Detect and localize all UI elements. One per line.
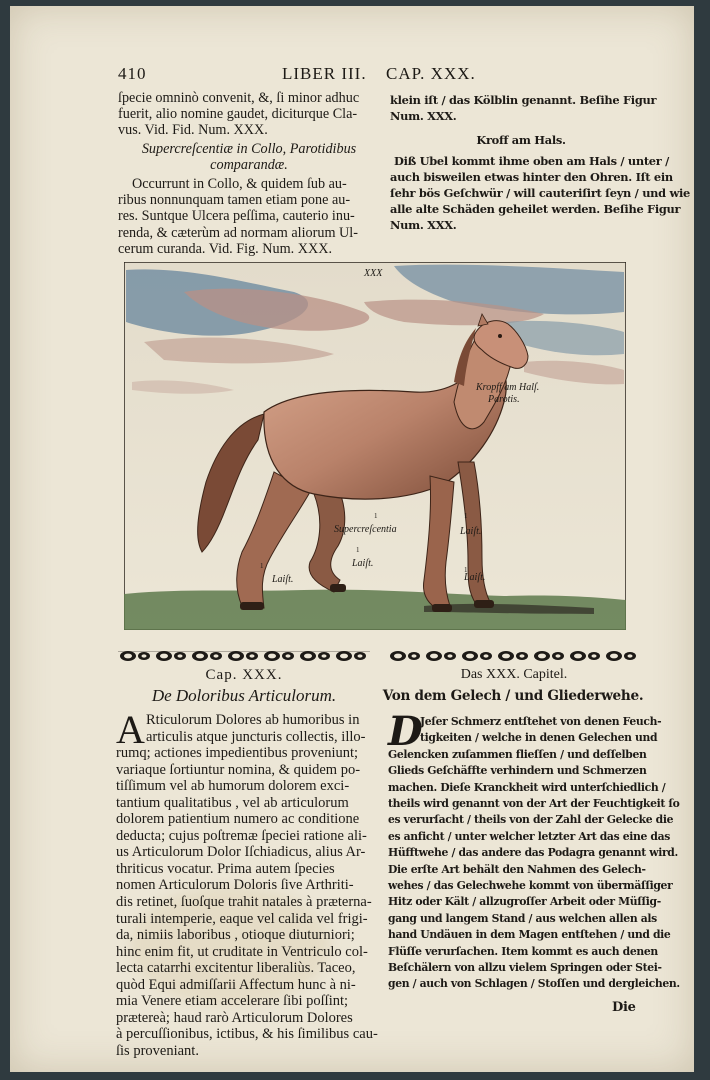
text-line: ſis proveniant. bbox=[116, 1042, 199, 1059]
left-body bbox=[116, 745, 378, 1059]
text-line: hand Undäuen in dem Magen entſtehen / und die bbox=[388, 928, 671, 942]
text-line: Flüſſe verurſachen. Item kommt es auch denen bbox=[388, 944, 658, 958]
text-line: Die erſte Art behält den Nahmen des Gelech- bbox=[388, 862, 646, 876]
text-line: tiſſimum vel ab humorum dolorem exci- bbox=[116, 778, 350, 795]
chapter-label-german: Das XXX. Capitel. bbox=[460, 667, 568, 682]
text-line: Hüfftwehe / das andere das Podagra genannt wird. bbox=[388, 846, 678, 860]
text-line: rumq; actiones impedientibus proveniunt; bbox=[116, 745, 359, 762]
label-number: 1 bbox=[356, 546, 360, 554]
text-line: gen / auch von Schlagen / Stoſſen und dergleichen. bbox=[388, 977, 680, 991]
drop-cap-d: D bbox=[388, 708, 423, 755]
label-laist: Laiſt. bbox=[352, 558, 374, 569]
text-line: Glieds Geſchäffte verhindern und Schmerzen bbox=[388, 764, 647, 778]
text-line: Beſchälern von allzu vielem Springen oder Stei- bbox=[388, 961, 662, 975]
text-line: auch bisweilen etwas hinter den Ohren. Iſt ein bbox=[390, 169, 673, 184]
text-line: quòd Equi admiſſarii Affectum hunc à ni- bbox=[116, 976, 356, 993]
text-line: Occurrunt in Collo, & quidem ſub au- bbox=[132, 176, 347, 193]
label-parotis: Parotis. bbox=[488, 394, 520, 405]
text-line: machen. Dieſe Kranckheit wird unterſchiedlich / bbox=[388, 780, 666, 794]
text-line: alle alte Schäden geheilet werden. Beſihe Figur bbox=[390, 202, 681, 217]
chapter-title-german: Von dem Gelech / und Gliederwehe. bbox=[382, 688, 644, 704]
figure-number: XXX bbox=[364, 268, 383, 279]
text-line: es anficht / unter welcher letzter Art das eine das bbox=[388, 829, 670, 843]
text-line: prætereà; haud rarò Articulorum Dolores bbox=[116, 1009, 353, 1026]
top-left-text bbox=[118, 90, 380, 257]
text-line: klein iſt / das Kölblin genannt. Beſihe Figur bbox=[390, 93, 657, 107]
text-line: articulis atque juncturis collectis, illo- bbox=[146, 728, 366, 745]
label-kropf: Kropff am Halſ. bbox=[476, 382, 540, 393]
text-line: ſehr bös Geſchwür / will cauteriſirt ſeyn / und wie bbox=[390, 186, 690, 201]
text-line: renda, & cæterùm ad normam aliorum Ul- bbox=[118, 224, 358, 241]
text-line: gang und langem Stand / aus welchen allen als bbox=[388, 911, 657, 925]
ornament-band-right bbox=[388, 647, 640, 665]
text-line: ribus nonnunquam tamen etiam pone au- bbox=[118, 192, 351, 209]
label-number: 1 bbox=[464, 512, 468, 520]
left-body-indent bbox=[146, 712, 374, 745]
text-line: es verurſacht / theils von der Zahl der Gelecke die bbox=[388, 813, 674, 827]
right-body-indent bbox=[420, 714, 662, 747]
text-line: Jeſer Schmerz entſtehet von denen Feuch- bbox=[420, 715, 662, 728]
text-line: vus. Vid. Fid. Num. XXX. bbox=[118, 122, 268, 139]
label-laist: Laiſt. bbox=[464, 572, 486, 583]
text-line: tantium qualitatibus , vel ab articulorum bbox=[116, 794, 349, 811]
text-line: lecta catarrhi excitentur liberaliùs. Taceo, bbox=[116, 960, 356, 977]
ornament-band-left bbox=[118, 647, 370, 665]
text-line: da, nimiis laboribus , otioque diuturniori; bbox=[116, 927, 355, 944]
label-number: 1 bbox=[374, 512, 378, 520]
text-line: Gelencken zuſammen flieſſen / und deſſelben bbox=[388, 747, 647, 761]
text-line: Num. XXX. bbox=[390, 218, 457, 233]
label-number: 1 bbox=[464, 566, 468, 574]
text-line: hinc enim fit, ut cruditate in Ventriculo col- bbox=[116, 943, 368, 960]
text-line: mia Venere etiam accelerare ſibi poſſint; bbox=[116, 993, 349, 1010]
text-line: Hitz oder Kält / allzugroſſer Arbeit oder Müſſig- bbox=[388, 895, 661, 909]
text-line: à percuſſionibus, ictibus, & his ſimilibus cau- bbox=[116, 1026, 378, 1043]
subheading: Supercreſcentiæ in Collo, Parotidibus bbox=[141, 140, 357, 157]
horse-engraving bbox=[124, 262, 626, 630]
text-line: dis retinet, ſuoſque trahit natales à præterna- bbox=[116, 894, 372, 911]
subheading: Kroff am Hals. bbox=[476, 133, 566, 148]
running-head-chapter: CAP. XXX. bbox=[386, 64, 476, 83]
text-line: Num. XXX. bbox=[390, 109, 457, 124]
text-line: Diß Ubel kommt ihme oben am Hals / unter / bbox=[394, 153, 669, 168]
text-line: Rticulorum Dolores ab humoribus in bbox=[146, 712, 360, 728]
text-line: wehes / das Gelechwehe kommt von übermäſſiger bbox=[388, 879, 673, 893]
text-line: cerum curanda. Vid. Fig. Num. XXX. bbox=[118, 240, 333, 257]
label-laist: Laiſt. bbox=[460, 526, 482, 537]
catchword: Die bbox=[612, 1000, 636, 1015]
chapter-label-latin: Cap. XXX. bbox=[205, 667, 283, 683]
page-number: 410 bbox=[118, 64, 147, 83]
label-supercrescentia: Supercreſcentia bbox=[334, 524, 397, 535]
text-line: dolorem patientium numero ac conditione bbox=[116, 811, 360, 828]
text-line: thriticus vocatur. Prima autem ſpecies bbox=[116, 860, 335, 877]
text-line: tigkeiten / welche in denen Gelechen und bbox=[420, 731, 658, 745]
running-head-book: LIBER III. bbox=[282, 64, 367, 83]
text-line: res. Suntque Ulcera peſſima, cauterio inu- bbox=[118, 208, 355, 225]
text-line: us Articulorum Dolor Iſchiadicus, alius Ar- bbox=[116, 844, 366, 861]
label-number: 1 bbox=[260, 562, 264, 570]
text-line: ſpecie omninò convenit, &, ſi minor adhuc bbox=[118, 90, 360, 106]
text-line: nomen Articulorum Doloris ſive Arthriti- bbox=[116, 877, 354, 894]
text-line: deducta; cujus poſtremæ ſpeciei ratione ali- bbox=[116, 827, 367, 844]
text-line: turali intemperie, eaque vel calida vel frigi- bbox=[116, 910, 368, 927]
text-line: variaque ſortiuntur nomina, & quidem po- bbox=[116, 761, 361, 778]
label-laist: Laiſt. bbox=[272, 574, 294, 585]
text-line: theils wird genannt von der Art der Feuchtigkeit ſo bbox=[388, 797, 680, 811]
text-line: fuerit, alio nomine gaudet, diciturque Cla- bbox=[118, 106, 358, 123]
chapter-title-latin: De Doloribus Articulorum. bbox=[151, 686, 337, 705]
right-body bbox=[388, 747, 680, 993]
subheading: comparandæ. bbox=[210, 156, 288, 173]
drop-cap-a: A bbox=[116, 707, 145, 752]
top-right-text bbox=[390, 92, 690, 234]
